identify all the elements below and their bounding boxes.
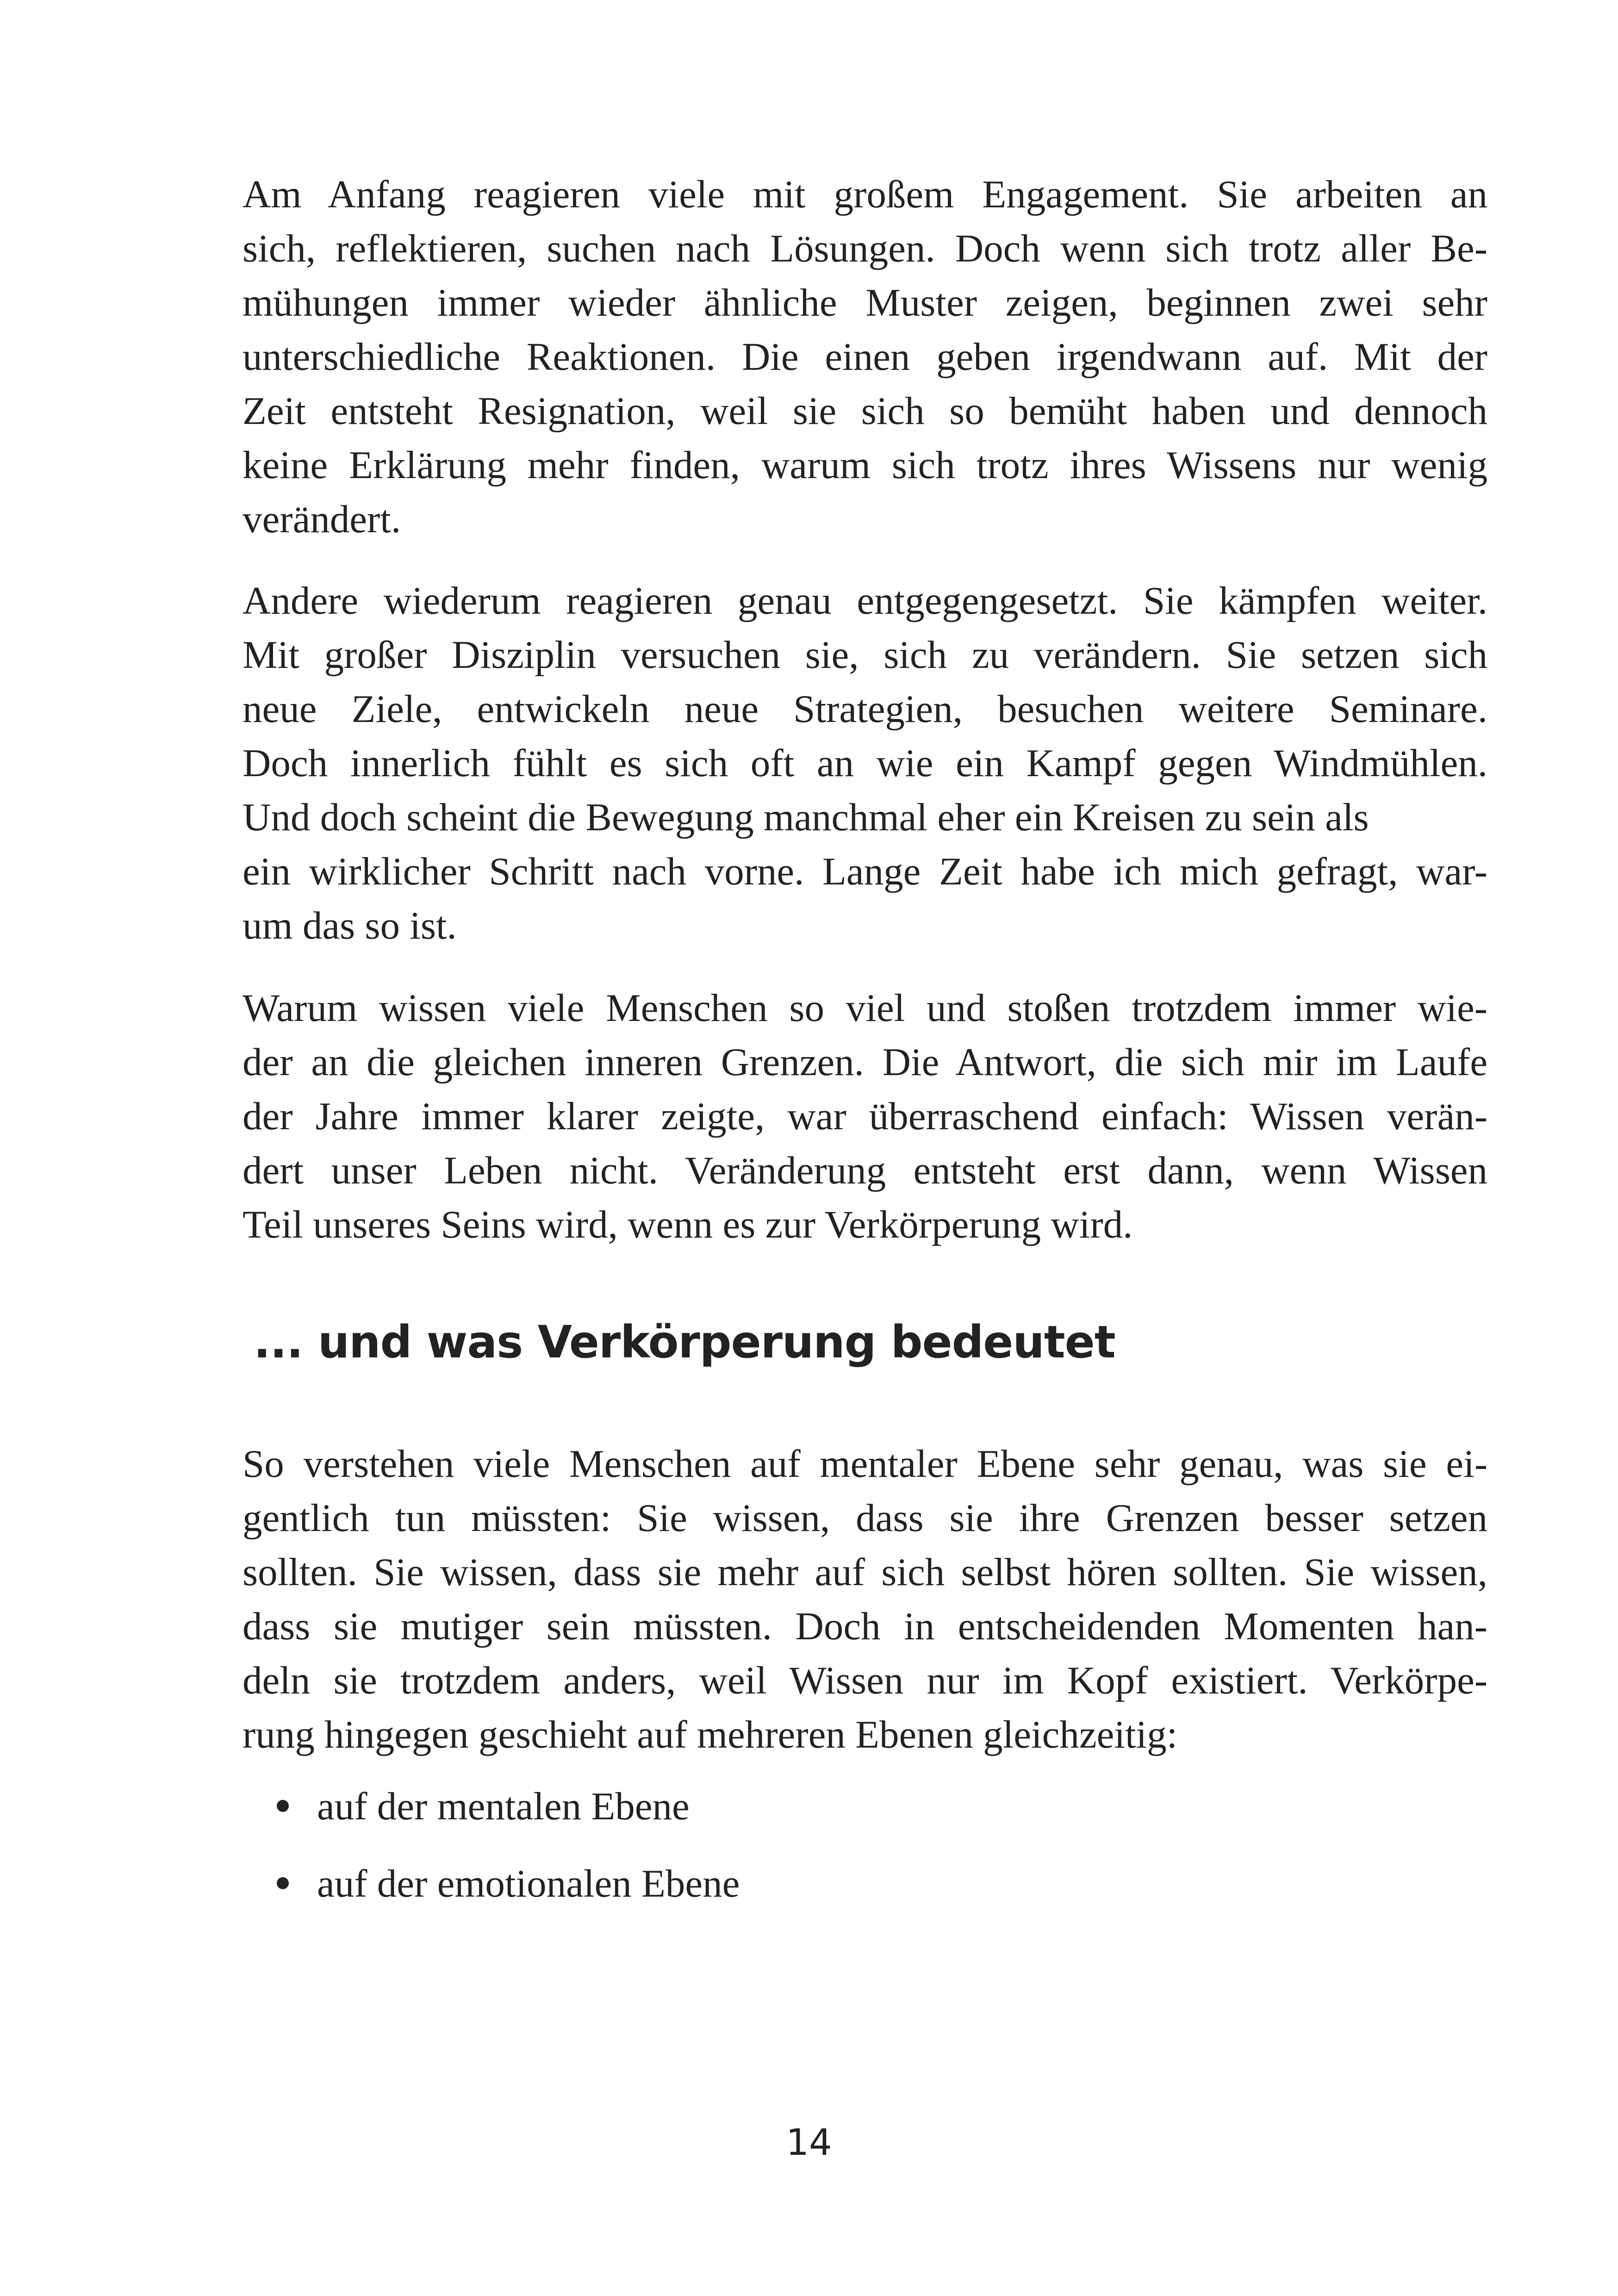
paragraph-line: dert unser Leben nicht. Veränderung entsteht erst dann, wenn Wissen <box>243 1149 1487 1192</box>
list-item <box>268 1780 740 1834</box>
paragraph-line: Mit großer Disziplin versuchen sie, sich zu verändern. Sie setzen sich <box>243 633 1487 677</box>
paragraph-line: Am Anfang reagieren viele mit großem Engagement. Sie arbeiten an <box>243 173 1487 216</box>
paragraph-line: Andere wiederum reagieren genau entgegengesetzt. Sie kämpfen weiter. <box>243 579 1487 622</box>
paragraph-line: neue Ziele, entwickeln neue Strategien, besuchen weitere Seminare. <box>243 687 1487 731</box>
paragraph-1 <box>243 168 1487 547</box>
list-item-text: auf der mentalen Ebene <box>317 1785 690 1828</box>
paragraph-line: deln sie trotzdem anders, weil Wissen nur im Kopf existiert. Verkörpe- <box>243 1659 1487 1702</box>
paragraph-line: dass sie mutiger sein müssten. Doch in entscheidenden Momenten han- <box>243 1605 1487 1648</box>
paragraph-4 <box>243 1437 1487 1762</box>
paragraph-3 <box>243 981 1487 1252</box>
paragraph-line: Zeit entsteht Resignation, weil sie sich so bemüht haben und dennoch <box>243 389 1487 433</box>
paragraph-2 <box>243 574 1487 953</box>
bullet-list <box>268 1780 740 1934</box>
paragraph-line: unterschiedliche Reaktionen. Die einen geben irgendwann auf. Mit der <box>243 335 1487 379</box>
paragraph-line: sich, reflektieren, suchen nach Lösungen. Doch wenn sich trotz aller Be- <box>243 227 1487 270</box>
paragraph-line: um das so ist. <box>243 904 457 947</box>
page-number: 14 <box>786 2122 832 2164</box>
paragraph-line: rung hingegen geschieht auf mehreren Ebenen gleichzeitig: <box>243 1713 1178 1756</box>
paragraph-line: gentlich tun müssten: Sie wissen, dass sie ihre Grenzen besser setzen <box>243 1496 1487 1540</box>
paragraph-line: Warum wissen viele Menschen so viel und stoßen trotzdem immer wie- <box>243 986 1487 1030</box>
paragraph-line: keine Erklärung mehr finden, warum sich trotz ihres Wissens nur wenig <box>243 443 1487 487</box>
list-item-text: auf der emotionalen Ebene <box>317 1862 740 1905</box>
paragraph-line: der an die gleichen inneren Grenzen. Die Antwort, die sich mir im Laufe <box>243 1040 1487 1084</box>
paragraph-line: sollten. Sie wissen, dass sie mehr auf sich selbst hören sollten. Sie wissen, <box>243 1550 1487 1594</box>
bullet-icon <box>277 1877 289 1889</box>
paragraph-line: So verstehen viele Menschen auf mentaler Ebene sehr genau, was sie ei- <box>243 1442 1487 1486</box>
paragraph-line: ein wirklicher Schritt nach vorne. Lange Zeit habe ich mich gefragt, war- <box>243 850 1487 893</box>
paragraph-line: Teil unseres Seins wird, wenn es zur Verkörperung wird. <box>243 1203 1133 1246</box>
paragraph-line: verändert. <box>243 498 401 541</box>
section-heading: ... und was Verkörperung bedeutet <box>254 1316 1115 1368</box>
list-item <box>268 1857 740 1911</box>
bullet-icon <box>277 1800 289 1812</box>
paragraph-line: Doch innerlich fühlt es sich oft an wie ein Kampf gegen Windmühlen. <box>243 741 1487 785</box>
paragraph-line: mühungen immer wieder ähnliche Muster zeigen, beginnen zwei sehr <box>243 281 1487 324</box>
paragraph-line: Und doch scheint die Bewegung manchmal eher ein Kreisen zu sein als <box>243 796 1369 839</box>
paragraph-line: der Jahre immer klarer zeigte, war überraschend einfach: Wissen verän- <box>243 1095 1487 1138</box>
